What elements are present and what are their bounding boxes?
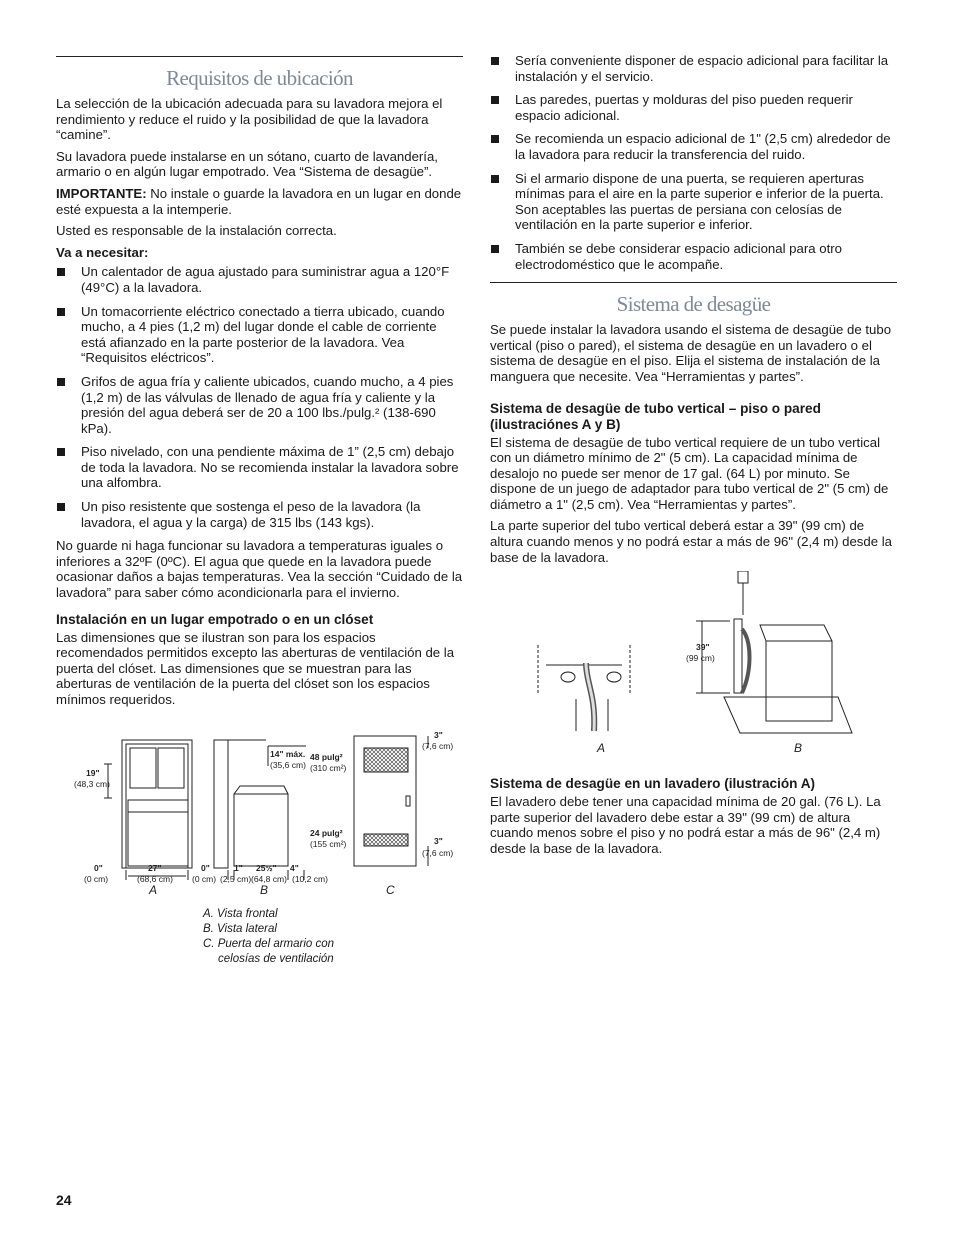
list-item: Las paredes, puertas y molduras del piso pueden requerir espacio adicional. [490,92,897,123]
list-item: Grifos de agua fría y caliente ubicados, cuando mucho, a 4 pies (1,2 m) de las válvulas de llenado de agua fría y caliente y la presión del agua deberá ser de 20 a 100 lbs./pulg.² (138-690 kPa). [56,374,463,436]
dim-25: 25½" [256,862,277,873]
laundry-tub-text: El lavadero debe tener una capacidad mínima de 20 gal. (76 L). La parte superior del lavadero debe estar a 39" (99 cm) de altura cuando menos sobre el piso y no podrá estar a más de 96" (2,4 m) desde la base de la lavadora. [490,794,881,857]
caption-a: A. Vista frontal [203,907,278,920]
caption-c: C. Puerta del armario con [203,937,335,950]
drain-intro: Se puede instalar la lavadora usando el sistema de desagüe de tubo vertical (piso o pared), el sistema de desagüe en un lavadero o el sistema de desagüe en el piso. Elija el sistema de instalación de la manguera que necesite. Vea “Herramientas y partes”. [490,322,892,384]
washer-b [760,625,832,721]
dim-25-cm: (64,8 cm) [251,873,287,884]
list-item: También se debe considerar espacio adicional para otro electrodoméstico que le acompañe. [490,241,897,272]
list-item: Piso nivelado, con una pendiente máxima de 1” (2,5 cm) debajo de toda la lavadora. No se recomienda instalar la lavadora sobre una alfombra. [56,444,463,491]
dim-0b-cm: (0 cm) [192,873,217,884]
drain-system-heading: Sistema de desagüe [616,292,771,317]
dim-14-cm: (35,6 cm) [270,759,306,770]
list-item: Si el armario dispone de una puerta, se requieren aperturas mínimas para el aire en la parte superior e inferior de la puerta. Son aceptables las puertas de persiana con celosías de ventilación en la parte superior e inferior. [490,171,897,233]
closet-diagram [56,730,463,895]
drain-diagram [490,571,897,766]
intro-paragraph-2: Su lavadora puede instalarse en un sótano, cuarto de lavandería, armario o en algún lugar empotrado. Vea “Sistema de desagüe”. [56,148,438,180]
drain-figure [490,571,897,766]
dim-4: 4" [290,862,299,873]
dim-39-cm: (99 cm) [686,653,715,664]
dim-3-top: 3" [434,729,443,740]
dim-0b: 0" [201,862,210,873]
closet-heading: Instalación en un lugar empotrado o en un clóset [56,611,374,627]
location-requirements-heading: Requisitos de ubicación [166,66,353,90]
figure-label-c: C [386,882,395,895]
dim-3-bottom: 3" [434,835,443,846]
page-number: 24 [56,1192,72,1208]
laundry-tub-heading: Sistema de desagüe en un lavadero (ilustración A) [490,776,816,792]
closet-wall-side [214,740,228,868]
section-divider [56,56,463,57]
important-paragraph [56,186,463,217]
washer-front [128,800,188,866]
cabinet-door-right [158,748,184,788]
dim-19-cm: (48,3 cm) [74,778,110,789]
figure-caption [203,907,463,967]
left-column [56,56,463,967]
caption-b: B. Vista lateral [203,922,277,935]
section-divider [490,282,897,283]
cabinet-door-left [130,748,156,788]
closet-dimensions-figure [56,730,463,967]
dim-24: 24 pulg² [310,827,343,838]
responsible-paragraph: Usted es responsable de la instalación correcta. [56,223,337,239]
need-list [56,264,463,530]
floor-plate [724,697,852,733]
dim-0a-cm: (0 cm) [84,873,109,884]
dim-3-top-cm: (7,6 cm) [422,740,454,751]
freeze-note: No guarde ni haga funcionar su lavadora a temperaturas iguales o inferiores a 32ºF (0ºC). El agua que quede en la lavadora puede ocasionar daños a bajas temperaturas. Vea la sección “Cuidado de la lavadora” para saber cómo acondicionarla para el invierno. [56,538,463,601]
standpipe-text-2: La parte superior del tubo vertical deberá estar a 39" (99 cm) de altura cuando menos y no podrá estar a más de 96" (2,4 m) desde la base de la lavadora. [490,518,892,565]
standpipe-text-1: El sistema de desagüe de tubo vertical requiere de un tubo vertical con un diámetro mínimo de 2" (5 cm). La capacidad mínima de desalojo no puede ser menor de 17 gal. (64 L) por minuto. Se dispone de un juego de adaptador para tubo vertical de 2" (5 cm) de diámetro a 1" (2,5 cm). Vea “Herramientas y partes”. [490,434,889,512]
intro-paragraph-1: La selección de la ubicación adecuada para su lavadora mejora el rendimiento y reduce el ruido y la posibilidad de que la lavadora “camine”. [56,96,443,143]
dim-24-cm: (155 cm²) [310,838,347,849]
dim-0a: 0" [94,862,103,873]
figure-label-b: B [260,882,269,895]
dim-48-cm: (310 cm²) [310,762,347,773]
wall-outlet [738,571,748,583]
list-item: Un tomacorriente eléctrico conectado a tierra ubicado, cuando mucho, a 4 pies (1,2 m) del lugar donde el cable de corriente está afianzado en la parte posterior de la lavadora. Vea “Requisitos eléctricos”. [56,304,463,366]
dim-1: 1" [234,862,243,873]
closet-text: Las dimensiones que se ilustran son para los espacios recomendados permitidos excepto las aberturas de ventilación de la puerta del clóset. Las dimensiones que se muestran para las aberturas de ventilación de la puerta del clóset son los espacios mínimos requeridos. [56,629,455,707]
dim-1-cm: (2,5 cm) [220,873,252,884]
drain-hose-b [742,629,750,693]
figure-label-a: A [597,741,606,756]
dim-39: 39" [696,642,710,653]
important-label: IMPORTANTE: [56,185,147,201]
figure-label-b: B [794,741,803,756]
bottom-vent-louver [364,834,408,846]
dim-27: 27" [148,862,162,873]
need-label: Va a necesitar: [56,244,149,260]
right-column [490,53,897,863]
list-item: Un piso resistente que sostenga el peso de la lavadora (la lavadora, el agua y la carga) de 315 lbs (143 kgs). [56,499,463,530]
list-item: Se recomienda un espacio adicional de 1" (2,5 cm) alrededor de la lavadora para reducir la transferencia del ruido. [490,131,897,162]
dim-27-cm: (68,6 cm) [137,873,173,884]
dim-4-cm: (10,2 cm) [292,873,328,884]
dim-48: 48 pulg² [310,751,343,762]
dim-19: 19" [86,767,100,778]
closet-frame-front [122,740,192,868]
list-item: Sería conveniente disponer de espacio adicional para facilitar la instalación y el servicio. [490,53,897,84]
dim-14: 14" máx. [270,748,306,759]
top-vent-louver [364,748,408,772]
dim-3-bottom-cm: (7,6 cm) [422,847,454,858]
important-text: No instale o guarde la lavadora en un lugar en donde esté expuesta a la intemperie. [56,185,462,217]
caption-c-cont: celosías de ventilación [218,952,334,965]
washer-side [234,794,288,866]
list-item: Un calentador de agua ajustado para suministrar agua a 120°F (49°C) a la lavadora. [56,264,463,295]
figure-label-a: A [149,882,158,895]
standpipe-heading: Sistema de desagüe de tubo vertical – piso o pared (ilustraciónes A y B) [490,400,821,432]
space-list [490,53,897,272]
